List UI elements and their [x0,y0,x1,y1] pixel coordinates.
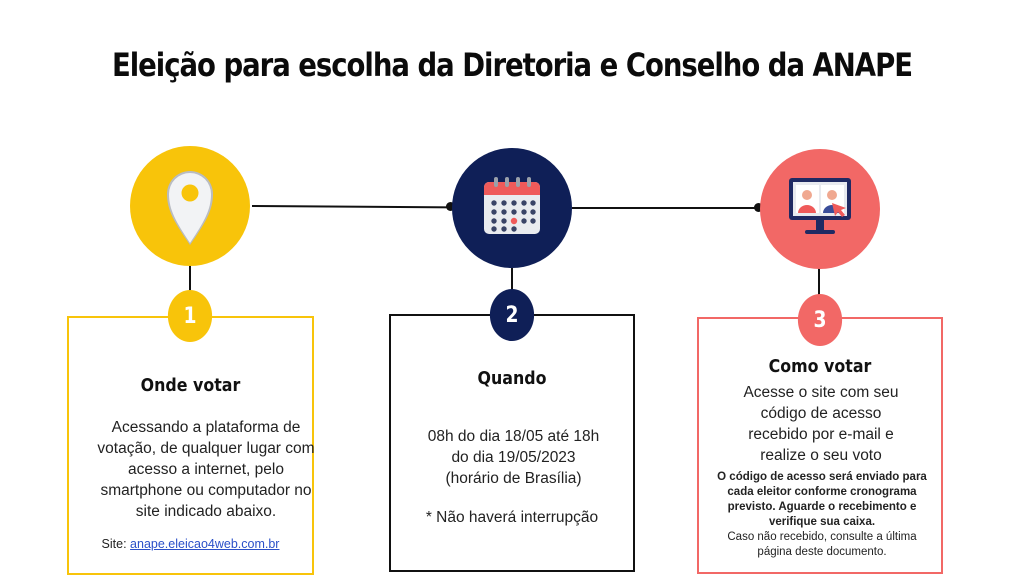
step-2-icon-circle [452,148,572,268]
step-1-icon-circle [130,146,250,266]
page-title: Eleição para escolha da Diretoria e Conselho da ANAPE [112,46,912,84]
step-2-card [389,314,635,572]
video-call-monitor-icon [785,176,855,243]
step-2-note: * Não haverá interrupção [425,509,599,526]
site-link[interactable]: anape.eleicao4web.com.br [130,537,280,551]
step-2-number: 2 [490,289,534,341]
step-1-card [67,316,314,575]
step-3-heading: Como votar [768,356,872,377]
step-2-heading: Quando [477,368,547,389]
step-2-description: 08h do dia 18/05 até 18h do dia 19/05/2023 (horário de Brasília) [427,428,600,487]
step-3-icon-circle [760,149,880,269]
calendar-icon [481,175,543,242]
stem-3 [818,267,820,297]
step-3-note: Caso não recebido, consulte a última página deste documento. [727,531,917,558]
step-1-heading: Onde votar [140,375,241,396]
location-pin-icon [155,159,225,254]
step-1-site-row [69,537,312,552]
step-3-card [697,317,943,574]
connector-line-2-3 [572,207,760,209]
site-label: Site: [101,537,127,551]
step-3-description: Acesse o site com seu código de acesso recebido por e-mail e realize o seu voto [743,384,899,464]
step-1-number: 1 [168,290,212,342]
connector-line-1-2 [252,205,452,208]
step-1-description: Acessando a plataforma de votação, de qualquer lugar com acesso a internet, pelo smartphone ou computador no site indicado abaixo. [97,419,315,520]
step-3-bold-note: O código de acesso será enviado para cada eleitor conforme cronograma previsto. Aguarde o recebimento e verifique sua caixa. [717,471,927,528]
step-3-number: 3 [798,294,842,346]
